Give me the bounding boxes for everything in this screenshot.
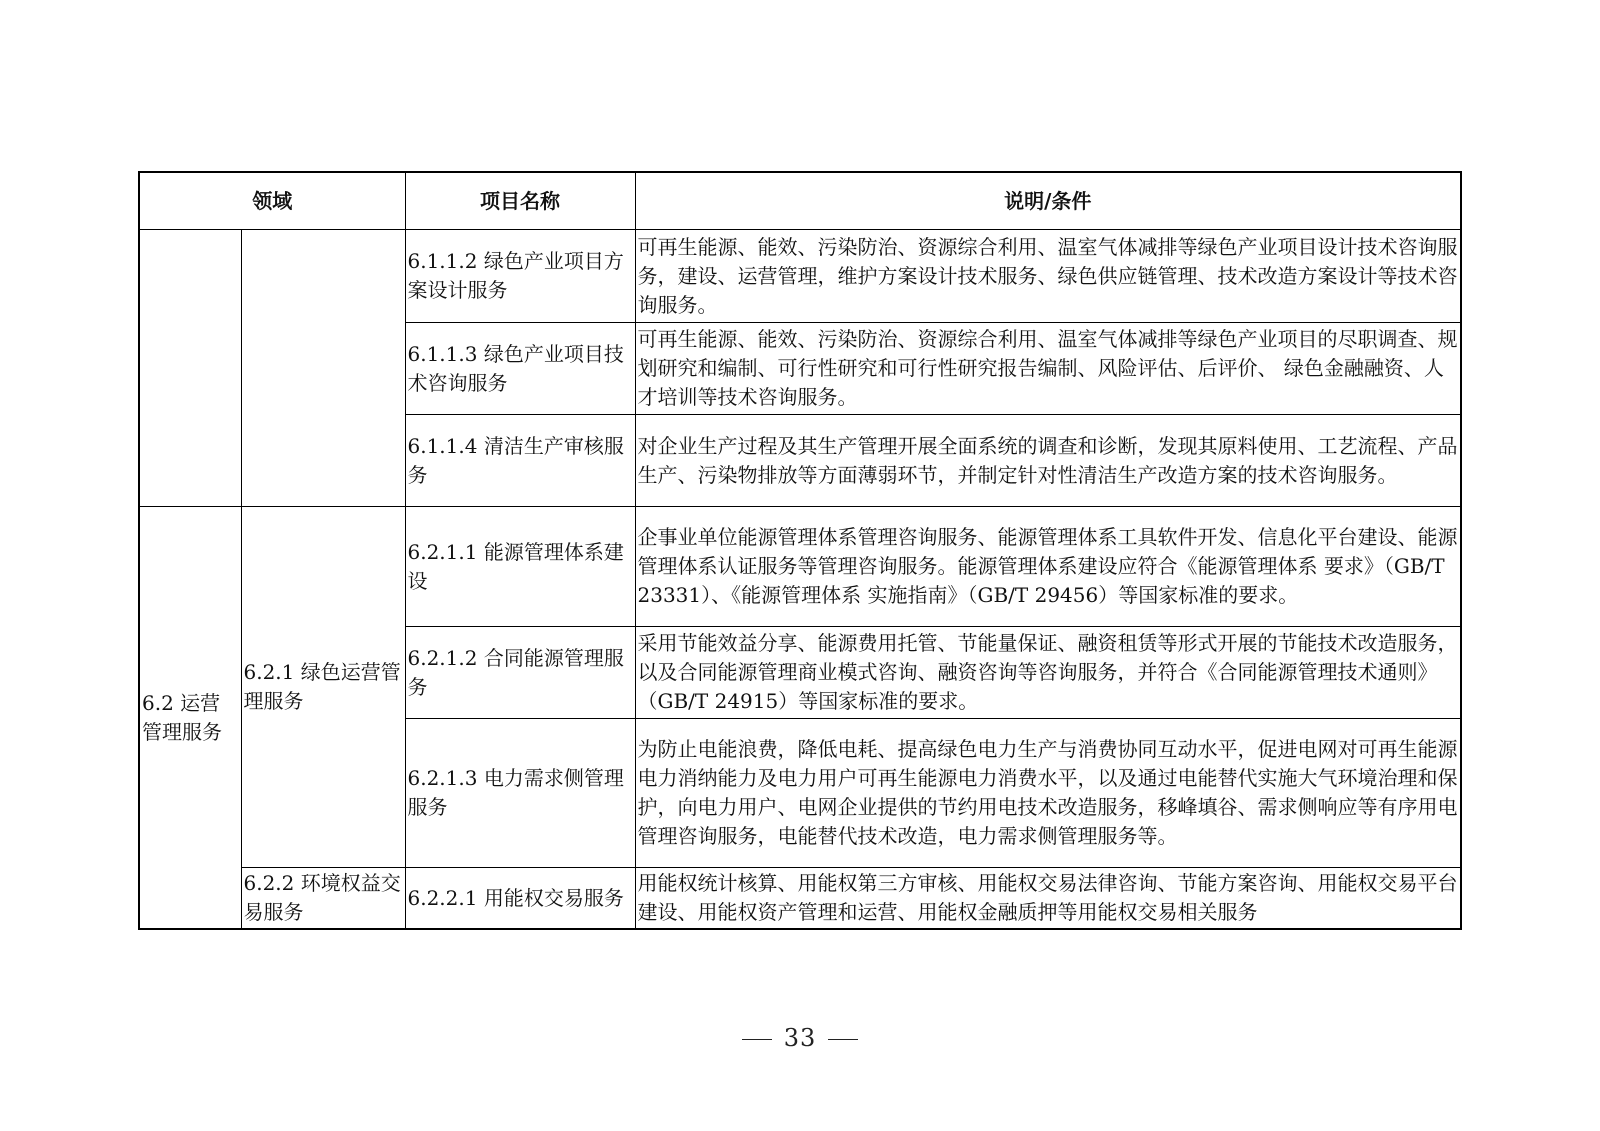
- catalog-table: [138, 171, 1462, 930]
- table-row: [139, 230, 1461, 323]
- domain-cell: 6.2 运营管理服务: [139, 507, 241, 930]
- subdomain-cell: 6.2.2 环境权益交易服务: [241, 868, 405, 930]
- description-cell: 用能权统计核算、用能权第三方审核、用能权交易法律咨询、节能方案咨询、用能权交易平台建设、用能权资产管理和运营、用能权金融质押等用能权交易相关服务: [635, 868, 1461, 930]
- table-row: [139, 507, 1461, 627]
- table-header-row: [139, 172, 1461, 230]
- right-dash: [828, 1039, 858, 1040]
- description-cell: 企事业单位能源管理体系管理咨询服务、能源管理体系工具软件开发、信息化平台建设、能源管理体系认证服务等管理咨询服务。能源管理体系建设应符合《能源管理体系 要求》（GB/T 23331）、《能源管理体系 实施指南》（GB/T 29456）等国家标准的要求。: [635, 507, 1461, 627]
- project-name-cell: 6.1.1.3 绿色产业项目技术咨询服务: [405, 323, 635, 415]
- header-project-name: 项目名称: [405, 172, 635, 230]
- description-cell: 对企业生产过程及其生产管理开展全面系统的调查和诊断，发现其原料使用、工艺流程、产品生产、污染物排放等方面薄弱环节，并制定针对性清洁生产改造方案的技术咨询服务。: [635, 415, 1461, 507]
- header-domain: 领域: [139, 172, 405, 230]
- project-name-cell: 6.2.1.3 电力需求侧管理服务: [405, 719, 635, 868]
- project-name-cell: 6.2.1.2 合同能源管理服务: [405, 627, 635, 719]
- project-name-cell: 6.1.1.4 清洁生产审核服务: [405, 415, 635, 507]
- project-name-cell: 6.1.1.2 绿色产业项目方案设计服务: [405, 230, 635, 323]
- project-name-cell: 6.2.2.1 用能权交易服务: [405, 868, 635, 930]
- description-cell: 可再生能源、能效、污染防治、资源综合利用、温室气体减排等绿色产业项目的尽职调查、规划研究和编制、可行性研究和可行性研究报告编制、风险评估、后评价、 绿色金融融资、人才培训等技术咨询服务。: [635, 323, 1461, 415]
- description-cell: 采用节能效益分享、能源费用托管、节能量保证、融资租赁等形式开展的节能技术改造服务，以及合同能源管理商业模式咨询、融资咨询等咨询服务，并符合《合同能源管理技术通则》（GB/T 24915）等国家标准的要求。: [635, 627, 1461, 719]
- page-number-footer: [0, 1024, 1600, 1052]
- subdomain-cell-empty: [241, 230, 405, 507]
- left-dash: [742, 1039, 772, 1040]
- table-row: [139, 868, 1461, 930]
- page-number: 33: [783, 1024, 817, 1052]
- subdomain-cell: 6.2.1 绿色运营管理服务: [241, 507, 405, 868]
- description-cell: 可再生能源、能效、污染防治、资源综合利用、温室气体减排等绿色产业项目设计技术咨询服务，建设、运营管理，维护方案设计技术服务、绿色供应链管理、技术改造方案设计等技术咨询服务。: [635, 230, 1461, 323]
- project-name-cell: 6.2.1.1 能源管理体系建设: [405, 507, 635, 627]
- description-cell: 为防止电能浪费，降低电耗、提高绿色电力生产与消费协同互动水平，促进电网对可再生能源电力消纳能力及电力用户可再生能源电力消费水平，以及通过电能替代实施大气环境治理和保护，向电力用户、电网企业提供的节约用电技术改造服务，移峰填谷、需求侧响应等有序用电管理咨询服务，电能替代技术改造，电力需求侧管理服务等。: [635, 719, 1461, 868]
- header-description: 说明/条件: [635, 172, 1461, 230]
- domain-cell-empty: [139, 230, 241, 507]
